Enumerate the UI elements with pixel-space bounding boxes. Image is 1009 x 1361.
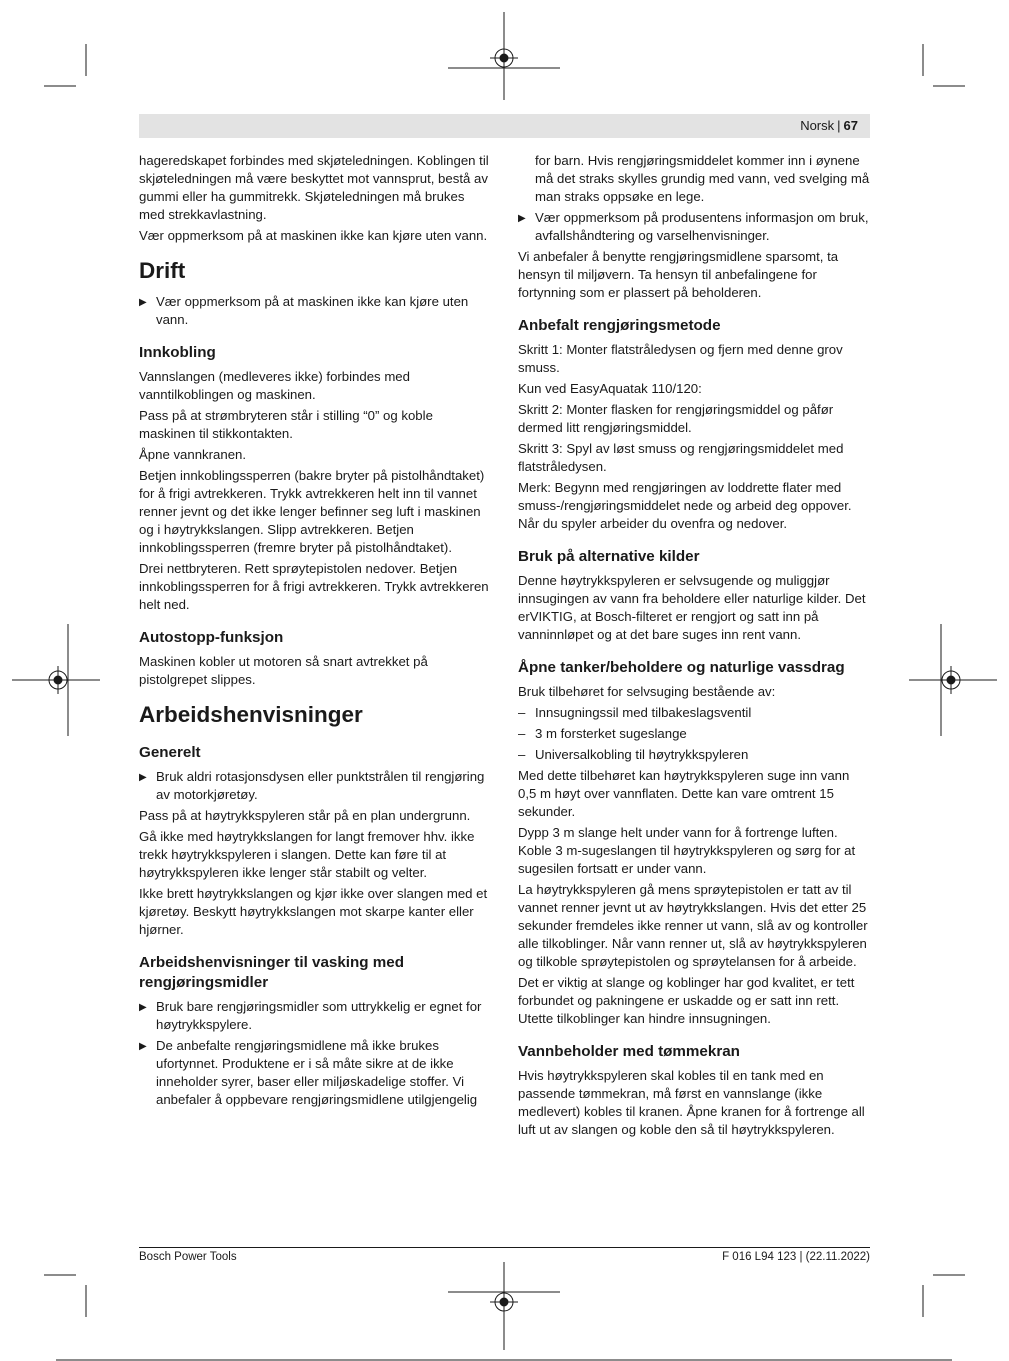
page-header	[800, 117, 858, 135]
tanker-list	[518, 704, 870, 764]
list-item: – Universalkobling til høytrykkspyleren	[518, 746, 870, 764]
paragraph: Skritt 2: Monter flasken for rengjøringsmiddel og påfør dermed litt rengjøringsmiddel.	[518, 402, 834, 435]
vannbeholder-heading: Vannbeholder med tømmekran	[518, 1043, 740, 1060]
list-item: ▶ Bruk bare rengjøringsmidler som uttrykkelig er egnet for høytrykkspylere.	[139, 998, 491, 1034]
no-water-paragraph: Vær oppmerksom på at maskinen ikke kan kjøre uten vann.	[139, 228, 488, 243]
registration-mark-right	[909, 624, 997, 736]
list-item: ▶ De anbefalte rengjøringsmidlene må ikke brukes ufortynnet. Produktene er i så måte sikre at de ikke inneholder syrer, baser eller miljøskadelige stoffer. Vi anbefaler å oppbevare rengjøringsmidlene utilgjengelig	[139, 1037, 491, 1109]
sparsomt-paragraph: Vi anbefaler å benytte rengjøringsmidlene sparsomt, ta hensyn til miljøvern. Ta hensyn til anbefalingene for fortynning som er plassert på beholderen.	[518, 249, 839, 300]
continuation-paragraph: for barn. Hvis rengjøringsmiddelet kommer inn i øynene må det straks skylles grundig med vann, ved svelging må man straks oppsøke en lege.	[535, 153, 870, 204]
autostopp-text: Maskinen kobler ut motoren så snart avtrekket på pistolgrepet slippes.	[139, 654, 428, 687]
list-item: ▶ Vær oppmerksom på at maskinen ikke kan kjøre uten vann.	[139, 293, 491, 329]
autostopp-heading: Autostopp-funksjon	[139, 629, 284, 646]
vannbeholder-text: Hvis høytrykkspyleren skal kobles til en tank med en passende tømmekran, må først en vannslange (ikke medlevert) kobles til kranen. Åpne kranen for å fortrenge all luft ut av slangen og koble den så til høytrykkspyleren.	[518, 1068, 865, 1137]
innkobling-heading: Innkobling	[139, 344, 216, 361]
registration-mark-bottom	[448, 1262, 560, 1350]
registration-mark-top	[448, 12, 560, 100]
generelt-heading: Generelt	[139, 744, 201, 761]
header-separator: |	[837, 118, 841, 133]
paragraph: Med dette tilbehøret kan høytrykkspyleren suge inn vann 0,5 m høyt over vannflaten. Dette kan vare omtrent 15 sekunder.	[518, 768, 850, 819]
header-language: Norsk	[800, 118, 835, 133]
paragraph: Det er viktig at slange og koblinger har god kvalitet, er tett forbundet og pakningene er uskadde og er satt inn rett. Utette tilkoblinger kan hindre innsugningen.	[518, 975, 855, 1026]
paragraph: Betjen innkoblingssperren (bakre bryter på pistolhåndtaket) for å frigi avtrekkeren. Trykk avtrekkeren helt inn til vannet renner jevnt og det ikke lenger befinner seg luft i maskinen og i høytrykkslangen. Slipp avtrekkeren. Betjen innkoblingssperren (fremre bryter på pistolhåndtaket).	[139, 468, 485, 555]
intro-paragraph: hageredskapet forbindes med skjøteledningen. Koblingen til skjøteledningen må være beskyttet mot vannsprut, bestå av gummi eller ha gummitrekk. Skjøteledningen må brukes med strekkavlastning.	[139, 153, 489, 222]
paragraph: Gå ikke med høytrykkslangen for langt fremover hhv. ikke trekk høytrykkspyleren i slangen. Dette kan føre til at høytrykkspyleren ikke lenger står stabilt og velter.	[139, 829, 475, 880]
kilder-text: Denne høytrykkspyleren er selvsugende og muliggjør innsugingen av vann fra beholdere eller naturlige kilder. Det erVIKTIG, at Bosch-filteret er rengjort og satt inn på vanninnløpet og at det bare suges inn rent vann.	[518, 573, 866, 642]
footer-doc-id: F 016 L94 123 | (22.11.2022)	[722, 1251, 870, 1263]
list-item: – 3 m forsterket sugeslange	[518, 725, 870, 743]
arbeidshenvisninger-heading: Arbeidshenvisninger	[139, 702, 363, 727]
left-column	[139, 152, 491, 1112]
metode-heading: Anbefalt rengjøringsmetode	[518, 317, 721, 334]
paragraph: Dypp 3 m slange helt under vann for å fortrenge luften. Koble 3 m-sugeslangen til høytrykkspyleren og sørg for at sugesilen fortsatt er under vann.	[518, 825, 856, 876]
page-number: 67	[843, 118, 858, 133]
drift-list	[139, 293, 491, 329]
footer-publisher: Bosch Power Tools	[139, 1251, 237, 1263]
paragraph: Pass på at strømbryteren står i stilling “0” og koble maskinen til stikkontakten.	[139, 408, 433, 441]
paragraph: Skritt 1: Monter flatstråledysen og fjern med denne grov smuss.	[518, 342, 843, 375]
paragraph: Åpne vannkranen.	[139, 447, 247, 462]
footer-rule	[139, 1247, 870, 1248]
paragraph: Skritt 3: Spyl av løst smuss og rengjøringsmiddelet med flatstråledysen.	[518, 441, 844, 474]
right-column	[518, 152, 870, 1142]
info-list	[518, 209, 870, 245]
paragraph: Pass på at høytrykkspyleren står på en plan undergrunn.	[139, 808, 471, 823]
paragraph: Vannslangen (medleveres ikke) forbindes med vanntilkoblingen og maskinen.	[139, 369, 410, 402]
paragraph: La høytrykkspyleren gå mens sprøytepistolen er tatt av til vannet renner jevnt ut av høytrykkslangen. Hvis det etter 25 sekunder fremdeles ikke renner ut vann, slå av og kontroller alle tilkoblinger. Når vann renner ut, slå av høytrykkspyleren og tilkoble sprøytepistolen og sprøytelansen for å arbeide.	[518, 882, 868, 969]
paragraph: Ikke brett høytrykkslangen og kjør ikke over slangen med et kjøretøy. Beskytt høytrykkslangen mot skarpe kanter eller hjørner.	[139, 886, 488, 937]
registration-mark-left	[12, 624, 100, 736]
paragraph: Drei nettbryteren. Rett sprøytepistolen nedover. Betjen innkoblingssperren for å frigi avtrekkeren. Trykk avtrekkeren helt ned.	[139, 561, 489, 612]
drift-heading: Drift	[139, 258, 186, 283]
kilder-heading: Bruk på alternative kilder	[518, 548, 700, 565]
tanker-intro: Bruk tilbehøret for selvsuging bestående av:	[518, 684, 776, 699]
tanker-heading: Åpne tanker/beholdere og naturlige vassdrag	[518, 659, 845, 676]
list-item: ▶ Vær oppmerksom på produsentens informasjon om bruk, avfallshåndtering og varselhenvisninger.	[518, 209, 870, 245]
paragraph: Kun ved EasyAquatak 110/120:	[518, 381, 702, 396]
generelt-list	[139, 768, 491, 804]
paragraph: Merk: Begynn med rengjøringen av loddrette flater med smuss-/rengjøringsmiddelet nede og arbeid deg oppover. Når du spyler arbeider du ovenfra og nedover.	[518, 480, 852, 531]
vasking-heading: Arbeidshenvisninger til vasking med rengjøringsmidler	[139, 954, 405, 991]
page-header-bar	[139, 114, 870, 138]
list-item: – Innsugningssil med tilbakeslagsventil	[518, 704, 870, 722]
vasking-list	[139, 998, 491, 1109]
list-item: ▶ Bruk aldri rotasjonsdysen eller punktstrålen til rengjøring av motorkjøretøy.	[139, 768, 491, 804]
